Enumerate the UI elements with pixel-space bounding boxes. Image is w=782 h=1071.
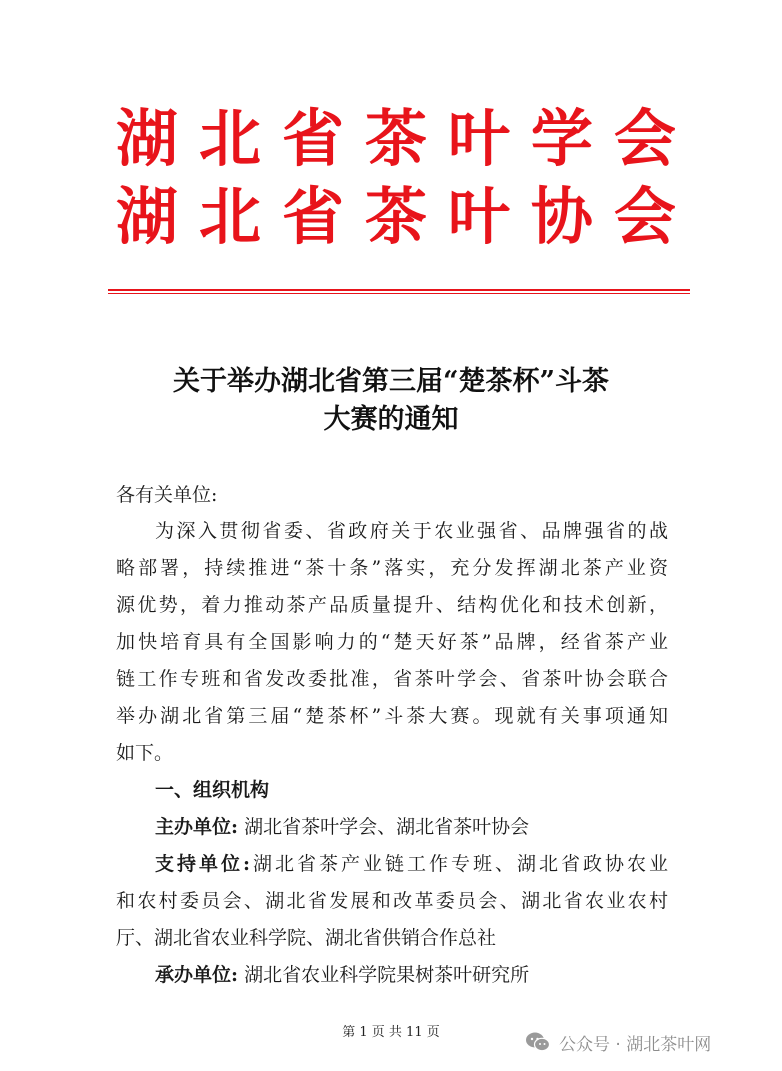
letterhead-char: 学 [530, 102, 593, 175]
intro-line: 链工作专班和省发改委批准，省茶叶学会、省茶叶协会联合 [116, 668, 668, 690]
document-title-line-1: 关于举办湖北省第三届“楚茶杯”斗茶 [172, 366, 610, 397]
letterhead-char: 叶 [447, 180, 510, 253]
organizer-unit-value: 湖北省农业科学院果树茶叶研究所 [244, 964, 530, 986]
letterhead-char: 茶 [364, 102, 427, 175]
watermark [525, 1029, 711, 1055]
letterhead-char: 省 [281, 180, 344, 253]
support-unit-continued: 厅、湖北省农业科学院、湖北省供销合作总社 [116, 927, 497, 949]
wechat-icon [525, 1031, 551, 1053]
intro-line: 加快培育具有全国影响力的“楚天好茶”品牌，经省茶产业 [116, 631, 668, 653]
intro-line: 源优势，着力推动茶产品质量提升、结构优化和技术创新， [116, 594, 668, 616]
host-unit-value: 湖北省茶叶学会、湖北省茶叶协会 [244, 816, 530, 838]
letterhead-char: 会 [613, 180, 676, 253]
letterhead-char: 省 [281, 102, 344, 175]
host-unit-row [155, 814, 668, 840]
watermark-text: 公众号 · 湖北茶叶网 [559, 1034, 712, 1055]
document-title-line-2: 大赛的通知 [323, 404, 459, 435]
letterhead-divider-thin [108, 293, 690, 294]
intro-line: 为深入贯彻省委、省政府关于农业强省、品牌强省的战 [155, 520, 668, 542]
letterhead-char: 会 [613, 102, 676, 175]
letterhead-char: 北 [198, 180, 261, 253]
letterhead-char: 北 [198, 102, 261, 175]
support-unit-row [155, 851, 668, 877]
page-indicator: 第 1 页 共 11 页 [342, 1025, 440, 1040]
letterhead-char: 叶 [447, 102, 510, 175]
letterhead-char: 茶 [364, 180, 427, 253]
section-heading: 一、组织机构 [155, 779, 270, 801]
letterhead-org-1 [116, 102, 676, 176]
letterhead-org-2 [116, 180, 676, 254]
letterhead-char: 湖 [116, 102, 179, 175]
support-unit-label: 支持单位: [155, 853, 251, 875]
letterhead-char: 协 [530, 180, 593, 253]
organizer-unit-label: 承办单位: [155, 964, 239, 986]
intro-line: 略部署，持续推进“茶十条”落实，充分发挥湖北茶产业资 [116, 557, 668, 579]
host-unit-label: 主办单位: [155, 816, 239, 838]
support-unit-continued: 和农村委员会、湖北省发展和改革委员会、湖北省农业农村 [116, 890, 668, 912]
letterhead-divider [108, 289, 690, 291]
intro-line: 如下。 [116, 742, 174, 764]
organizer-unit-row [155, 962, 668, 988]
support-unit-value: 湖北省茶产业链工作专班、湖北省政协农业 [250, 853, 668, 875]
salutation: 各有关单位: [116, 484, 218, 506]
letterhead-char: 湖 [116, 180, 179, 253]
intro-line: 举办湖北省第三届“楚茶杯”斗茶大赛。现就有关事项通知 [116, 705, 668, 727]
